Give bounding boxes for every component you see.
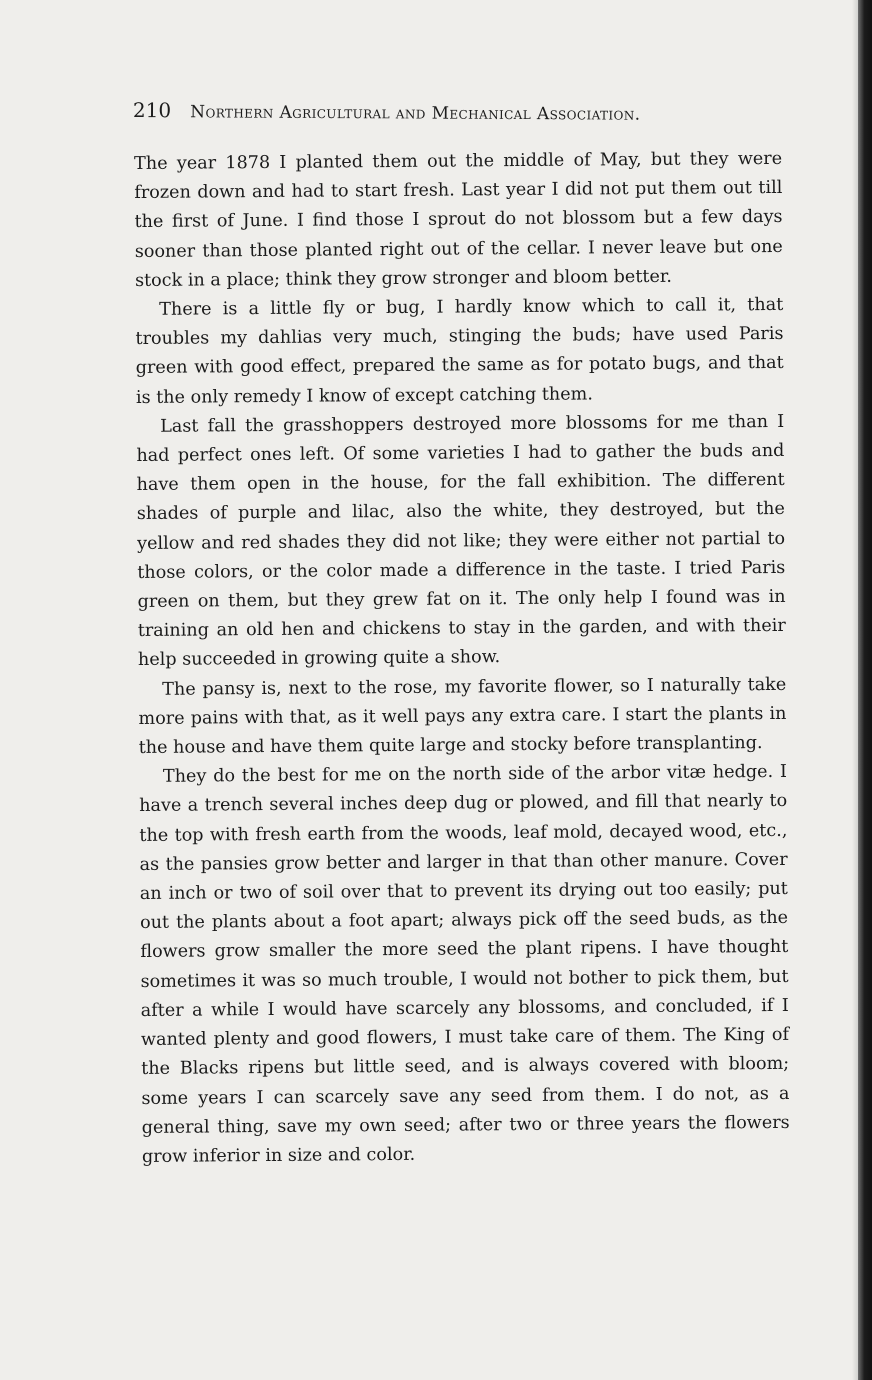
page-number: 210: [132, 98, 172, 123]
body-text: [134, 145, 790, 1172]
page-header: [133, 98, 753, 133]
paragraph-pansy-care: They do the best for me on the north side of the arbor vitæ hedge. I have a trench several inches deep dug or plowed, and fill that nearly to the top with fresh earth from the woods, leaf mold, decayed wood, etc., as the pansies grow better and larger in that than other manure. Cover an inch or two of soil over that to prevent its drying out too easily; put out the plants about a foot apart; always pick off the seed buds, as the flowers grow smaller the more seed the plant ripens. I have thought sometimes it was so much trouble, I would not bother to pick them, but after a while I would have scarcely any blossoms, and concluded, if I wanted plenty and good flowers, I must take care of them. The King of the Blacks ripens but little seed, and is always covered with bloom; some years I can scarcely save any seed from them. I do not, as a general thing, save my own seed; after two or three years the flowers grow inferior in size and color.: [139, 762, 790, 1167]
paragraph-grasshoppers: Last fall the grasshoppers destroyed more blossoms for me than I had perfect ones left. Of some varieties I had to gather the buds and have them open in the house, for the fall exhibition. The different shades of purple and lilac, also the white, they destroyed, but the yellow and red shades they did not like; they were either not partial to those colors, or the color made a difference in the taste. I tried Paris green on them, but they grew fat on it. The only help I found was in training an old hen and chickens to stay in the garden, and with their help succeeded in growing quite a show.: [136, 411, 786, 671]
paragraph-pansy: The pansy is, next to the rose, my favorite flower, so I naturally take more pains with that, as it well pays any extra care. I start the plants in the house and have them quite large and stocky before transplanting.: [138, 674, 787, 759]
book-spine-edge: [858, 0, 872, 1380]
paragraph-dahlia-planting: The year 1878 I planted them out the middle of May, but they were frozen down and had to start fresh. Last year I did not put them out till the first of June. I find those I sprout do not blossom but a few days sooner than those planted right out of the cellar. I never leave but one stock in a place; think they grow stronger and bloom better.: [134, 148, 783, 291]
running-title: Northern Agricultural and Mechanical Association.: [190, 102, 641, 125]
paragraph-fly-bug: There is a little fly or bug, I hardly know which to call it, that troubles my dahlias very much, stinging the buds; have used Paris green with good effect, prepared the same as for potato bugs, and that is the only remedy I know of except catching them.: [135, 294, 784, 408]
